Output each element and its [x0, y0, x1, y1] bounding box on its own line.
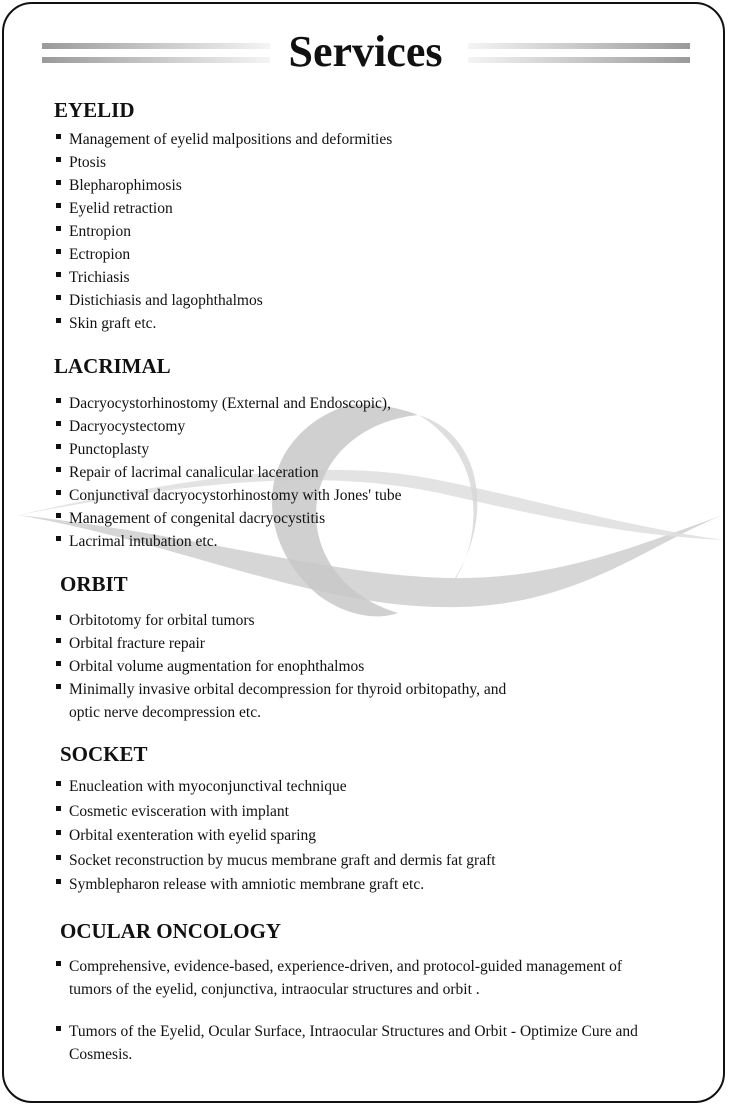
- page-title: Services: [288, 27, 443, 76]
- list-item: Dacryocystectomy: [55, 415, 402, 438]
- list-item: Management of eyelid malpositions and deformities: [55, 128, 392, 151]
- bullet-icon: [56, 961, 61, 966]
- list-item: Orbitotomy for orbital tumors: [55, 609, 525, 632]
- bullet-icon: [56, 295, 61, 300]
- list-item: Punctoplasty: [55, 438, 402, 461]
- bullet-icon: [56, 467, 61, 472]
- list-item: Enucleation with myoconjunctival technique: [55, 775, 496, 800]
- bullet-icon: [56, 444, 61, 449]
- bullet-icon: [56, 421, 61, 426]
- bullet-icon: [56, 398, 61, 403]
- list-item: Conjunctival dacryocystorhinostomy with Jones' tube: [55, 484, 402, 507]
- bullet-icon: [56, 513, 61, 518]
- list-item: Tumors of the Eyelid, Ocular Surface, Intraocular Structures and Orbit - Optimize Cure and Cosmesis.: [55, 1020, 655, 1066]
- list-item: Entropion: [55, 220, 392, 243]
- section-heading-socket: SOCKET: [60, 742, 148, 766]
- lacrimal-list: [55, 392, 402, 553]
- list-item: Blepharophimosis: [55, 174, 392, 197]
- list-item: Orbital exenteration with eyelid sparing: [55, 824, 496, 849]
- list-item: Socket reconstruction by mucus membrane graft and dermis fat graft: [55, 849, 496, 874]
- section-heading-orbit: ORBIT: [60, 572, 128, 596]
- orbit-list: [55, 609, 525, 724]
- bullet-icon: [56, 490, 61, 495]
- list-item: Repair of lacrimal canalicular laceration: [55, 461, 402, 484]
- list-item: Symblepharon release with amniotic membrane graft etc.: [55, 873, 496, 898]
- list-item: Comprehensive, evidence-based, experience-driven, and protocol-guided management of tumors of the eyelid, conjunctiva, intraocular structures and orbit .: [55, 955, 655, 1001]
- bullet-icon: [56, 203, 61, 208]
- bullet-icon: [56, 806, 61, 811]
- list-item: Orbital volume augmentation for enophthalmos: [55, 655, 525, 678]
- bullet-icon: [56, 638, 61, 643]
- bullet-icon: [56, 272, 61, 277]
- bullet-icon: [56, 134, 61, 139]
- socket-list: [55, 775, 496, 898]
- list-item: Dacryocystorhinostomy (External and Endoscopic),: [55, 392, 402, 415]
- list-item: Distichiasis and lagophthalmos: [55, 289, 392, 312]
- bullet-icon: [56, 1026, 61, 1031]
- bullet-icon: [56, 249, 61, 254]
- ocular-oncology-list: [55, 955, 655, 1066]
- bullet-icon: [56, 661, 61, 666]
- list-item: Ectropion: [55, 243, 392, 266]
- list-item: Lacrimal intubation etc.: [55, 530, 402, 553]
- list-item: Trichiasis: [55, 266, 392, 289]
- bullet-icon: [56, 157, 61, 162]
- list-item: Cosmetic evisceration with implant: [55, 800, 496, 825]
- bullet-icon: [56, 830, 61, 835]
- bullet-icon: [56, 615, 61, 620]
- bullet-icon: [56, 536, 61, 541]
- eyelid-list: [55, 128, 392, 335]
- list-item: Management of congenital dacryocystitis: [55, 507, 402, 530]
- bullet-icon: [56, 855, 61, 860]
- bullet-icon: [56, 180, 61, 185]
- bullet-icon: [56, 879, 61, 884]
- list-item: Ptosis: [55, 151, 392, 174]
- list-item: Eyelid retraction: [55, 197, 392, 220]
- list-item: Skin graft etc.: [55, 312, 392, 335]
- list-item: Orbital fracture repair: [55, 632, 525, 655]
- bullet-icon: [56, 318, 61, 323]
- list-item: Minimally invasive orbital decompression for thyroid orbitopathy, and optic nerve decompression etc.: [55, 678, 525, 724]
- title-row: [0, 28, 731, 78]
- section-heading-eyelid: EYELID: [54, 98, 135, 122]
- section-heading-ocular-oncology: OCULAR ONCOLOGY: [60, 919, 282, 943]
- bullet-icon: [56, 684, 61, 689]
- section-heading-lacrimal: LACRIMAL: [54, 354, 171, 378]
- bullet-icon: [56, 226, 61, 231]
- bullet-icon: [56, 781, 61, 786]
